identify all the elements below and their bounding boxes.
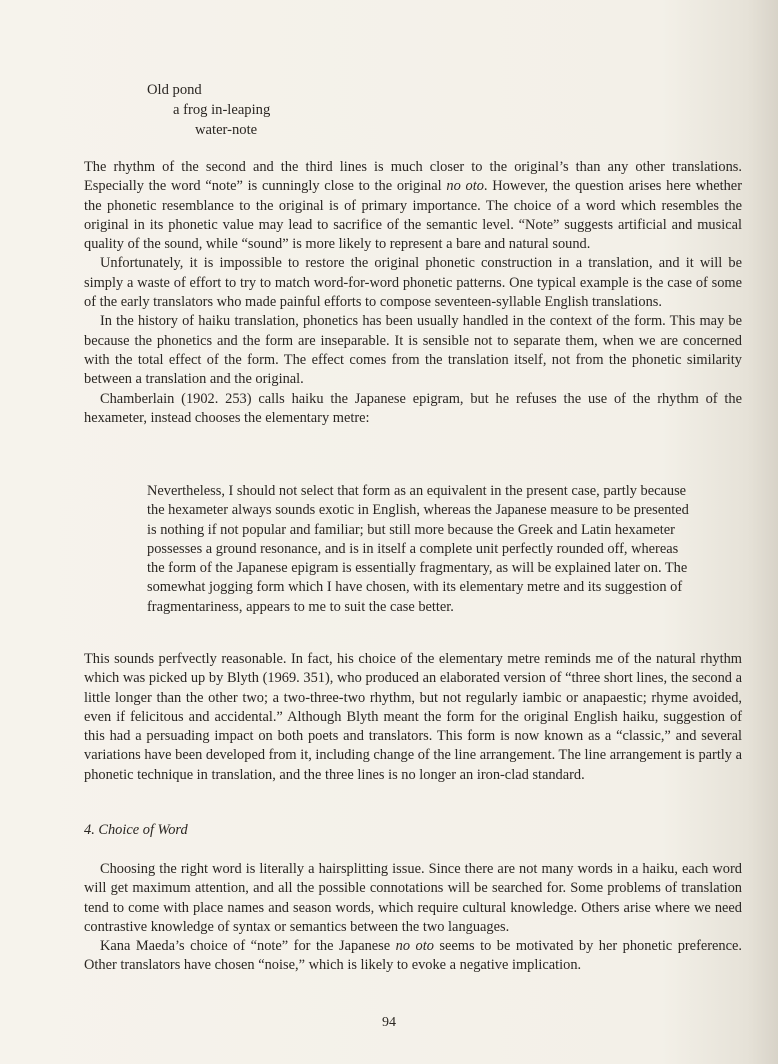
paragraph-phonetic: Unfortunately, it is impossible to restore the original phonetic construction in a translation, and it will be simply a waste of effort to try to match word-for-word phonetic patterns. One typical example is the case of some of the early translators who made painful efforts to compose seventeen-syllable English translations. xyxy=(84,255,742,311)
paragraph-kana-maeda: Kana Maeda’s choice of “note” for the Japanese no oto seems to be motivated by her phonetic preference. Other translators have chosen “noise,” which is likely to evoke a negative implication. xyxy=(84,938,742,974)
body-text-middle xyxy=(84,650,742,785)
section-heading: 4. Choice of Word xyxy=(84,822,188,838)
poem-excerpt xyxy=(147,80,270,140)
paragraph-history: In the history of haiku translation, phonetics has been usually handled in the context of the form. This may be because the phonetics and the form are inseparable. It is sensible not to separate them, when we are concerned with the total effect of the form. The effect comes from the translation itself, not from the phonetic similarity between a translation and the original. xyxy=(84,313,742,388)
poem-line-1: Old pond xyxy=(147,82,202,98)
quote-text: Nevertheless, I should not select that form as an equivalent in the present case, partly because the hexameter always sounds exotic in English, whereas the Japanese measure to be presented is nothing if not popular and familiar; but still more because the Greek and Latin hexameter possesses a ground resonance, and is in itself a complete unit perfectly rounded off, whereas the form of the Japanese epigram is essentially fragmentary, as will be explained later on. The somewhat jogging form which I have chosen, with its elementary metre and its suggestion of fragmentariness, appears to me to suit the case better. xyxy=(147,483,689,615)
poem-line-2: a frog in-leaping xyxy=(173,102,271,118)
body-text-lower xyxy=(84,860,742,976)
body-text-upper xyxy=(84,158,742,428)
paragraph-choosing-word: Choosing the right word is literally a hairsplitting issue. Since there are not many words in a haiku, each word will get maximum attention, and all the possible connotations will be searched for. Some problems of translation tend to come with place names and season words, which require cultural knowledge. Others arise where we need contrastive knowledge of syntax or semantics between the two languages. xyxy=(84,861,742,935)
term-no-oto-2: no oto xyxy=(395,938,434,955)
paragraph-rhythm: The rhythm of the second and the third lines is much closer to the original’s than any other translations. Especially the word “note” is cunningly close to the original no oto. However, the question arises here whether the phonetic resemblance to the original is of primary importance. The choice of a word which resembles the original in its phonetic value may lead to sacrifice of the semantic level. “Note” suggests artificial and musical quality of the sound, while “sound” is more likely to represent a bare and natural sound. xyxy=(84,159,742,253)
page-number: 94 xyxy=(382,1015,396,1030)
block-quote xyxy=(147,482,695,617)
paragraph-chamberlain: Chamberlain (1902. 253) calls haiku the Japanese epigram, but he refuses the use of the rhythm of the hexameter, instead chooses the elementary metre: xyxy=(84,390,742,426)
poem-line-3: water-note xyxy=(195,122,258,138)
term-no-oto: no oto xyxy=(446,178,484,195)
paragraph-blyth: This sounds perfvectly reasonable. In fact, his choice of the elementary metre reminds me of the natural rhythm which was picked up by Blyth (1969. 351), who produced an elaborated version of “three short lines, the second a little longer than the other two; a two-three-two rhythm, but not regularly iambic or anapaestic; rhyme avoided, even if felicitous and accidental.” Although Blyth meant the form for the original English haiku, suggestion of this had a persuading impact on both poets and translators. This form is now known as a “classic,” and several variations have been developed from it, including change of the line arrangement. The line arrangement is partly a phonetic technique in translation, and the three lines is no longer an iron-clad standard. xyxy=(84,651,742,783)
